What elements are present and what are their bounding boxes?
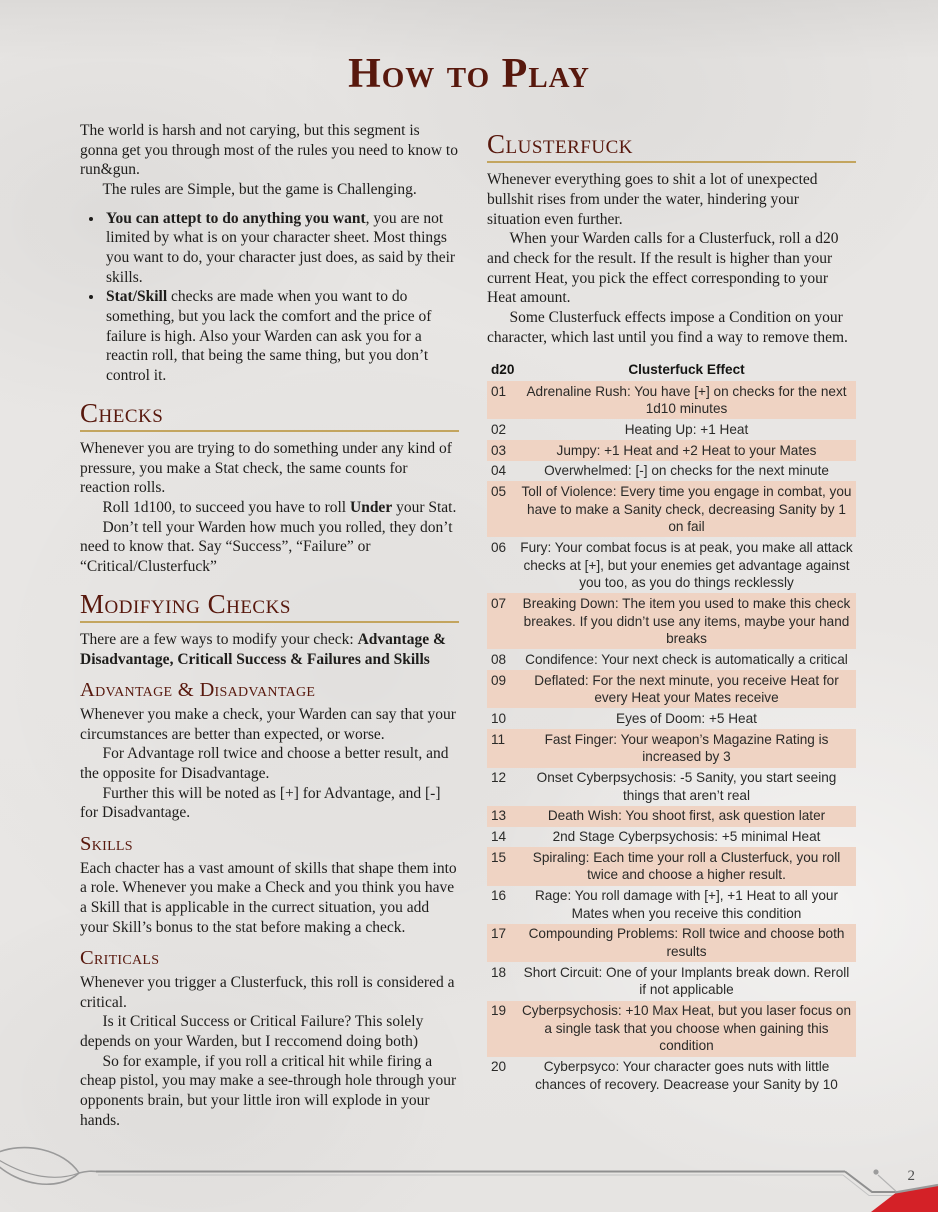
sub-heading-criticals: Criticals <box>80 947 160 970</box>
roll-cell: 04 <box>491 463 507 479</box>
effect-cell: Heating Up: +1 Heat <box>624 421 749 437</box>
body-paragraph: Whenever you are trying to do something under any kind of pressure, you make a Stat check, the same counts for reaction rolls. <box>80 440 452 497</box>
body-paragraph: When your Warden calls for a Clusterfuck, roll a d20 and check for the result. If the result is higher than your current Heat, you pick the effect corresponding to your Heat amount. <box>487 230 839 307</box>
table-row <box>487 729 856 767</box>
section-heading-clusterfuck: Clusterfuck <box>487 130 856 163</box>
effect-cell: Toll of Violence: Every time you engage in combat, you have to make a Sanity check, decreasing Sanity by 1 on fail <box>521 483 852 535</box>
table-row <box>487 593 856 649</box>
effect-cell: Compounding Problems: Roll twice and choose both results <box>528 926 845 960</box>
effect-cell: Adrenaline Rush: You have [+] on checks for the next 1d10 minutes <box>526 383 847 417</box>
body-paragraph <box>80 498 459 518</box>
effect-cell: Condifence: Your next check is automatically a critical <box>525 651 848 667</box>
left-column <box>80 121 459 1130</box>
right-column <box>487 117 856 1095</box>
effect-cell: Jumpy: +1 Heat and +2 Heat to your Mates <box>556 442 817 458</box>
effect-cell: Death Wish: You shoot first, ask question later <box>547 808 826 824</box>
text-run: Roll 1d100, to succeed you have to roll <box>102 499 350 517</box>
roll-cell: 18 <box>491 964 507 980</box>
table-row <box>487 847 856 885</box>
table-row <box>487 440 856 461</box>
body-paragraph: Each chacter has a vast amount of skills that shape them into a role. Whenever you make a Check and you think you have a Skill that is applicable in the currect situation, you add your Skill’s bonus to the stat before making a check. <box>80 859 457 936</box>
roll-cell: 16 <box>491 888 507 904</box>
effect-cell: Overwhelmed: [-] on checks for the next minute <box>544 463 829 479</box>
sub-heading-advantage: Advantage & Disadvantage <box>80 679 316 702</box>
body-paragraph: Whenever everything goes to shit a lot of unexpected bullshit rises from under the water, hindering your situation even further. <box>487 171 818 228</box>
roll-cell: 17 <box>491 926 507 942</box>
section-heading-checks: Checks <box>80 399 459 432</box>
intro-paragraph: The rules are Simple, but the game is Challenging. <box>102 181 417 199</box>
body-paragraph <box>80 630 459 669</box>
effect-cell: Eyes of Doom: +5 Heat <box>616 710 757 726</box>
roll-cell: 06 <box>491 539 507 555</box>
table-row <box>487 670 856 708</box>
rules-bullet-list <box>80 209 459 386</box>
table-header-row <box>487 359 856 381</box>
table-row <box>487 806 856 827</box>
page-number: 2 <box>907 1168 915 1184</box>
footer-rule-line <box>96 1169 899 1195</box>
table-row <box>487 924 856 962</box>
body-paragraph: Whenever you trigger a Clusterfuck, this roll is considered a critical. <box>80 973 455 1011</box>
roll-cell: 07 <box>491 595 507 611</box>
body-paragraph: Further this will be noted as [+] for Advantage, and [-] for Disadvantage. <box>80 784 441 822</box>
effect-cell: Fast Finger: Your weapon’s Magazine Rating is increased by 3 <box>544 731 829 765</box>
sub-heading-skills: Skills <box>80 833 133 856</box>
effect-cell: Breaking Down: The item you used to make this check breakes. If you didn’t use any items, maybe your hand breaks <box>522 595 851 647</box>
effect-cell: Fury: Your combat focus is at peak, you make all attack checks at [+], but your enemies get advantage against you too, as you do things recklessly <box>520 539 853 591</box>
bullet-text: , you are not limited by what is on your character sheet. Most things you want to do, your character just does, as said by their skills. <box>106 209 456 286</box>
effect-cell: Rage: You roll damage with [+], +1 Heat to all your Mates when you receive this condition <box>534 888 839 921</box>
red-corner-accent <box>871 1185 938 1212</box>
roll-cell: 10 <box>491 710 507 726</box>
table-row <box>487 1057 856 1095</box>
roll-cell: 02 <box>491 421 507 437</box>
section-heading-modifying-checks: Modifying Checks <box>80 590 459 623</box>
roll-cell: 15 <box>491 849 507 865</box>
body-paragraph: So for example, if you roll a critical hit while firing a cheap pistol, you may make a see-through hole through your opponents brain, but your little iron will explode in your hands. <box>80 1052 457 1129</box>
effect-cell: Cyberpsychosis: +10 Max Heat, but you laser focus on a single task that you choose when gaining this condition <box>521 1003 852 1054</box>
clusterfuck-table <box>487 359 856 1095</box>
roll-cell: 09 <box>491 672 507 688</box>
table-row <box>487 419 856 440</box>
table-row <box>487 1001 856 1057</box>
column-header-d20: d20 <box>491 362 515 378</box>
roll-cell: 13 <box>491 808 507 824</box>
body-paragraph: Don’t tell your Warden how much you rolled, they don’t need to know that. Say “Success”, “Failure” or “Critical/Clusterfuck” <box>80 518 453 576</box>
bullet-bold-lead: You can attept to do anything you want <box>106 209 366 227</box>
effect-cell: Onset Cyberpsychosis: -5 Sanity, you start seeing things that aren’t real <box>536 770 837 803</box>
column-header-effect: Clusterfuck Effect <box>628 362 745 378</box>
effect-cell: Spiraling: Each time your roll a Clusterfuck, you roll twice and choose a higher result. <box>532 849 841 883</box>
body-paragraph: Whenever you make a check, your Warden can say that your circumstances are better than expected, or worse. <box>80 706 456 743</box>
table-row <box>487 768 856 806</box>
text-run-bold: Under <box>350 499 393 517</box>
roll-cell: 19 <box>491 1003 507 1019</box>
roll-cell: 20 <box>491 1059 507 1075</box>
roll-cell: 14 <box>491 829 507 845</box>
table-row <box>487 381 856 419</box>
roll-cell: 11 <box>491 731 506 747</box>
effect-cell: Deflated: For the next minute, you receive Heat for every Heat your Mates receive <box>534 672 839 706</box>
list-item <box>104 209 459 288</box>
list-item <box>104 287 459 385</box>
table-row <box>487 708 856 729</box>
roll-cell: 03 <box>491 442 507 458</box>
roll-cell: 08 <box>491 651 507 667</box>
table-row <box>487 962 856 1000</box>
table-row <box>487 827 856 848</box>
effect-cell: Short Circuit: One of your Implants break down. Reroll if not applicable <box>523 964 850 998</box>
leaf-ornament-icon <box>0 1148 98 1185</box>
table-row <box>487 481 856 537</box>
roll-cell: 01 <box>491 383 507 399</box>
table-row <box>487 886 856 924</box>
body-paragraph: For Advantage roll twice and choose a better result, and the opposite for Disadvantage. <box>80 745 449 783</box>
body-paragraph: Is it Critical Success or Critical Failure? This solely depends on your Warden, but I reccomend doing both) <box>80 1013 424 1050</box>
table-row <box>487 537 856 593</box>
roll-cell: 12 <box>491 770 507 785</box>
effect-cell: Cyberpsyco: Your character goes nuts with little chances of recovery. Deacrease your Sanity by 10 <box>535 1059 838 1092</box>
body-paragraph: Some Clusterfuck effects impose a Condition on your character, which last until you find a way to remove them. <box>487 309 848 346</box>
effect-cell: 2nd Stage Cyberpsychosis: +5 minimal Heat <box>552 829 821 845</box>
text-run-bold: Advantage & Disadvantage, Criticall Success & Failures and Skills <box>80 631 446 668</box>
table-row <box>487 461 856 482</box>
text-run: your Stat. <box>392 499 457 517</box>
bullet-text: checks are made when you want to do something, but you lack the comfort and the price of failure is high. Also your Warden can ask you for a reactin roll, that being the same thing, but you don’t control it. <box>106 288 432 385</box>
intro-paragraph: The world is harsh and not carying, but this segment is gonna get you through most of the rules you need to know to run&gun. <box>80 122 458 179</box>
bullet-bold-lead: Stat/Skill <box>106 288 168 306</box>
table-row <box>487 649 856 670</box>
text-run: There are a few ways to modify your check: <box>80 631 358 649</box>
footer-ornament <box>0 1140 938 1212</box>
page-title: How to Play <box>348 51 590 97</box>
roll-cell: 05 <box>491 483 507 499</box>
